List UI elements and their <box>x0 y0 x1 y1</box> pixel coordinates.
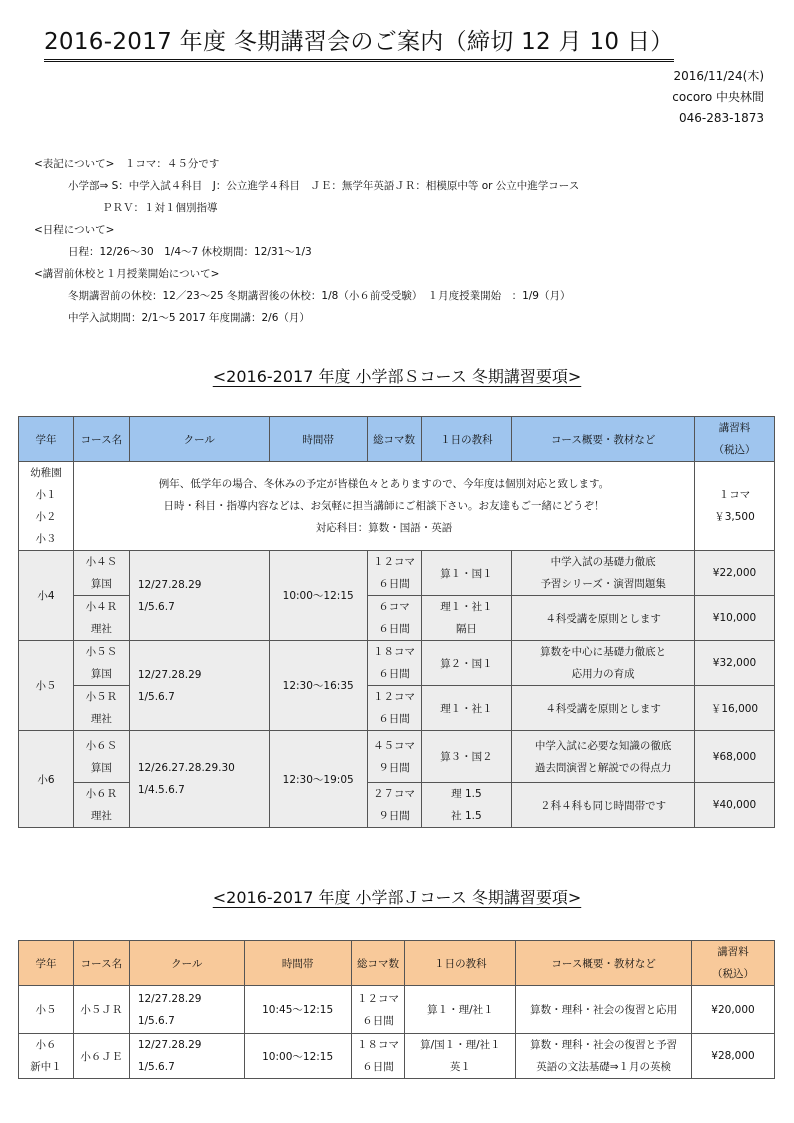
subject-cell: 算２・国１ <box>421 641 512 686</box>
time-cell: 10:45〜12:15 <box>244 986 351 1034</box>
course-cell: 小６Ｒ 理社 <box>73 783 129 828</box>
overview-cell: 中学入試の基礎力徹底 予習シリーズ・演習問題集 <box>512 551 695 596</box>
grade-cell: 小５ <box>19 986 74 1034</box>
grade-cell: 幼稚園 小１ 小２ 小３ <box>19 462 74 551</box>
header-overview: コース概要・教材など <box>512 417 695 462</box>
term-cell: 12/27.28.29 1/5.6.7 <box>129 641 269 731</box>
school-name: cocoro 中央林間 <box>672 90 764 104</box>
table-row <box>19 986 775 1034</box>
overview-cell: ２科４科も同じ時間帯です <box>512 783 695 828</box>
grade-cell: 小６ 新中１ <box>19 1034 74 1079</box>
subject-cell: 理 1.5 社 1.5 <box>421 783 512 828</box>
term-cell: 12/27.28.29 1/5.6.7 <box>129 551 269 641</box>
header-fee: 講習料 （税込） <box>695 417 775 462</box>
page-title: 2016-2017 年度 冬期講習会のご案内（締切 12 月 10 日） <box>44 27 674 62</box>
course-cell: 小５ＪＲ <box>73 986 129 1034</box>
fee-cell: ¥32,000 <box>695 641 775 686</box>
header-total-lessons: 総コマ数 <box>367 417 421 462</box>
lessons-cell: １８コマ ６日間 <box>367 641 421 686</box>
s-course-table <box>18 416 775 828</box>
subject-cell: 算３・国２ <box>421 731 512 783</box>
issue-date: 2016/11/24(木) <box>673 69 764 83</box>
header-daily-subjects: １日の教科 <box>405 941 516 986</box>
fee-cell: １コマ ￥3,500 <box>695 462 775 551</box>
header-time: 時間帯 <box>269 417 367 462</box>
notes-section <box>34 153 579 329</box>
header-course: コース名 <box>73 417 129 462</box>
kinder-description: 例年、低学年の場合、冬休みの予定が皆様色々とありますので、今年度は個別対応と致します。 日時・科目・指導内容などは、お気軽に担当講師にご相談下さい。お友達もご一緒にどうぞ！ 対応科目：算数・国語・英語 <box>73 462 694 551</box>
overview-cell: 算数を中心に基礎力徹底と 応用力の育成 <box>512 641 695 686</box>
header-term: クール <box>129 417 269 462</box>
course-cell: 小４Ｒ 理社 <box>73 596 129 641</box>
overview-cell: 算数・理科・社会の復習と応用 <box>516 986 692 1034</box>
grade-cell: 小6 <box>19 731 74 828</box>
note-heading: <表記について> １コマ：４５分です <box>34 158 220 170</box>
s-course-title: <2016-2017 年度 小学部Ｓコース 冬期講習要項> <box>212 367 582 386</box>
header-overview: コース概要・教材など <box>516 941 692 986</box>
subject-cell: 算１・国１ <box>421 551 512 596</box>
header-time: 時間帯 <box>244 941 351 986</box>
j-course-table <box>18 940 775 1079</box>
lessons-cell: １２コマ ６日間 <box>367 551 421 596</box>
grade-cell: 小4 <box>19 551 74 641</box>
fee-cell: ¥10,000 <box>695 596 775 641</box>
note-line: 冬期講習前の休校：12／23〜25 冬期講習後の休校：1/8（小６前受受験） １月度授業開始 ：1/9（月） <box>68 290 571 302</box>
lessons-cell: １２コマ ６日間 <box>367 686 421 731</box>
overview-cell: ４科受講を原則とします <box>512 686 695 731</box>
time-cell: 12:30〜19:05 <box>269 731 367 828</box>
header-course: コース名 <box>73 941 129 986</box>
fee-cell: ¥68,000 <box>695 731 775 783</box>
fee-cell: ¥28,000 <box>691 1034 774 1079</box>
table-row <box>19 551 775 596</box>
subject-cell: 算/国１・理/社１ 英１ <box>405 1034 516 1079</box>
table-row <box>19 731 775 783</box>
fee-cell: ¥22,000 <box>695 551 775 596</box>
course-cell: 小５Ｓ 算国 <box>73 641 129 686</box>
subject-cell: 算１・理/社１ <box>405 986 516 1034</box>
course-cell: 小６Ｓ 算国 <box>73 731 129 783</box>
j-course-title: <2016-2017 年度 小学部Ｊコース 冬期講習要項> <box>212 888 582 907</box>
table-row <box>19 1034 775 1079</box>
time-cell: 12:30〜16:35 <box>269 641 367 731</box>
header-grade: 学年 <box>19 417 74 462</box>
header-daily-subjects: １日の教科 <box>421 417 512 462</box>
header-total-lessons: 総コマ数 <box>351 941 405 986</box>
header-term: クール <box>129 941 244 986</box>
note-line: 日程：12/26〜30 1/4〜7 休校期間：12/31〜1/3 <box>68 246 312 258</box>
subject-cell: 理１・社１ 隔日 <box>421 596 512 641</box>
phone-number: 046-283-1873 <box>678 111 764 125</box>
table-row <box>19 641 775 686</box>
course-cell: 小５Ｒ 理社 <box>73 686 129 731</box>
title-block <box>44 27 744 62</box>
lessons-cell: ２７コマ ９日間 <box>367 783 421 828</box>
note-line: ＰＲＶ：１対１個別指導 <box>102 202 218 214</box>
note-line: 中学入試期間：2/1〜5 2017 年度開講：2/6（月） <box>68 312 310 324</box>
overview-cell: ４科受講を原則とします <box>512 596 695 641</box>
overview-cell: 中学入試に必要な知識の徹底 過去問演習と解説での得点力 <box>512 731 695 783</box>
time-cell: 10:00〜12:15 <box>269 551 367 641</box>
header-grade: 学年 <box>19 941 74 986</box>
term-cell: 12/27.28.29 1/5.6.7 <box>129 1034 244 1079</box>
time-cell: 10:00〜12:15 <box>244 1034 351 1079</box>
overview-cell: 算数・理科・社会の復習と予習 英語の文法基礎⇒１月の英検 <box>516 1034 692 1079</box>
fee-cell: ¥40,000 <box>695 783 775 828</box>
header-info <box>672 66 764 129</box>
fee-cell: ￥16,000 <box>695 686 775 731</box>
course-cell: 小６ＪＥ <box>73 1034 129 1079</box>
course-cell: 小４Ｓ 算国 <box>73 551 129 596</box>
lessons-cell: ６コマ ６日間 <box>367 596 421 641</box>
lessons-cell: １８コマ ６日間 <box>351 1034 405 1079</box>
subject-cell: 理１・社１ <box>421 686 512 731</box>
table-row <box>19 462 775 551</box>
lessons-cell: １２コマ ６日間 <box>351 986 405 1034</box>
header-fee: 講習料 （税込） <box>691 941 774 986</box>
note-heading: <日程について> <box>34 224 115 236</box>
term-cell: 12/26.27.28.29.30 1/4.5.6.7 <box>129 731 269 828</box>
term-cell: 12/27.28.29 1/5.6.7 <box>129 986 244 1034</box>
fee-cell: ¥20,000 <box>691 986 774 1034</box>
note-heading: <講習前休校と１月授業開始について> <box>34 268 220 280</box>
lessons-cell: ４５コマ ９日間 <box>367 731 421 783</box>
note-line: 小学部⇒ S：中学入試４科目 J：公立進学４科目 ＪＥ：無学年英語ＪＲ：相模原中等 or 公立中進学コース <box>68 180 580 192</box>
grade-cell: 小５ <box>19 641 74 731</box>
